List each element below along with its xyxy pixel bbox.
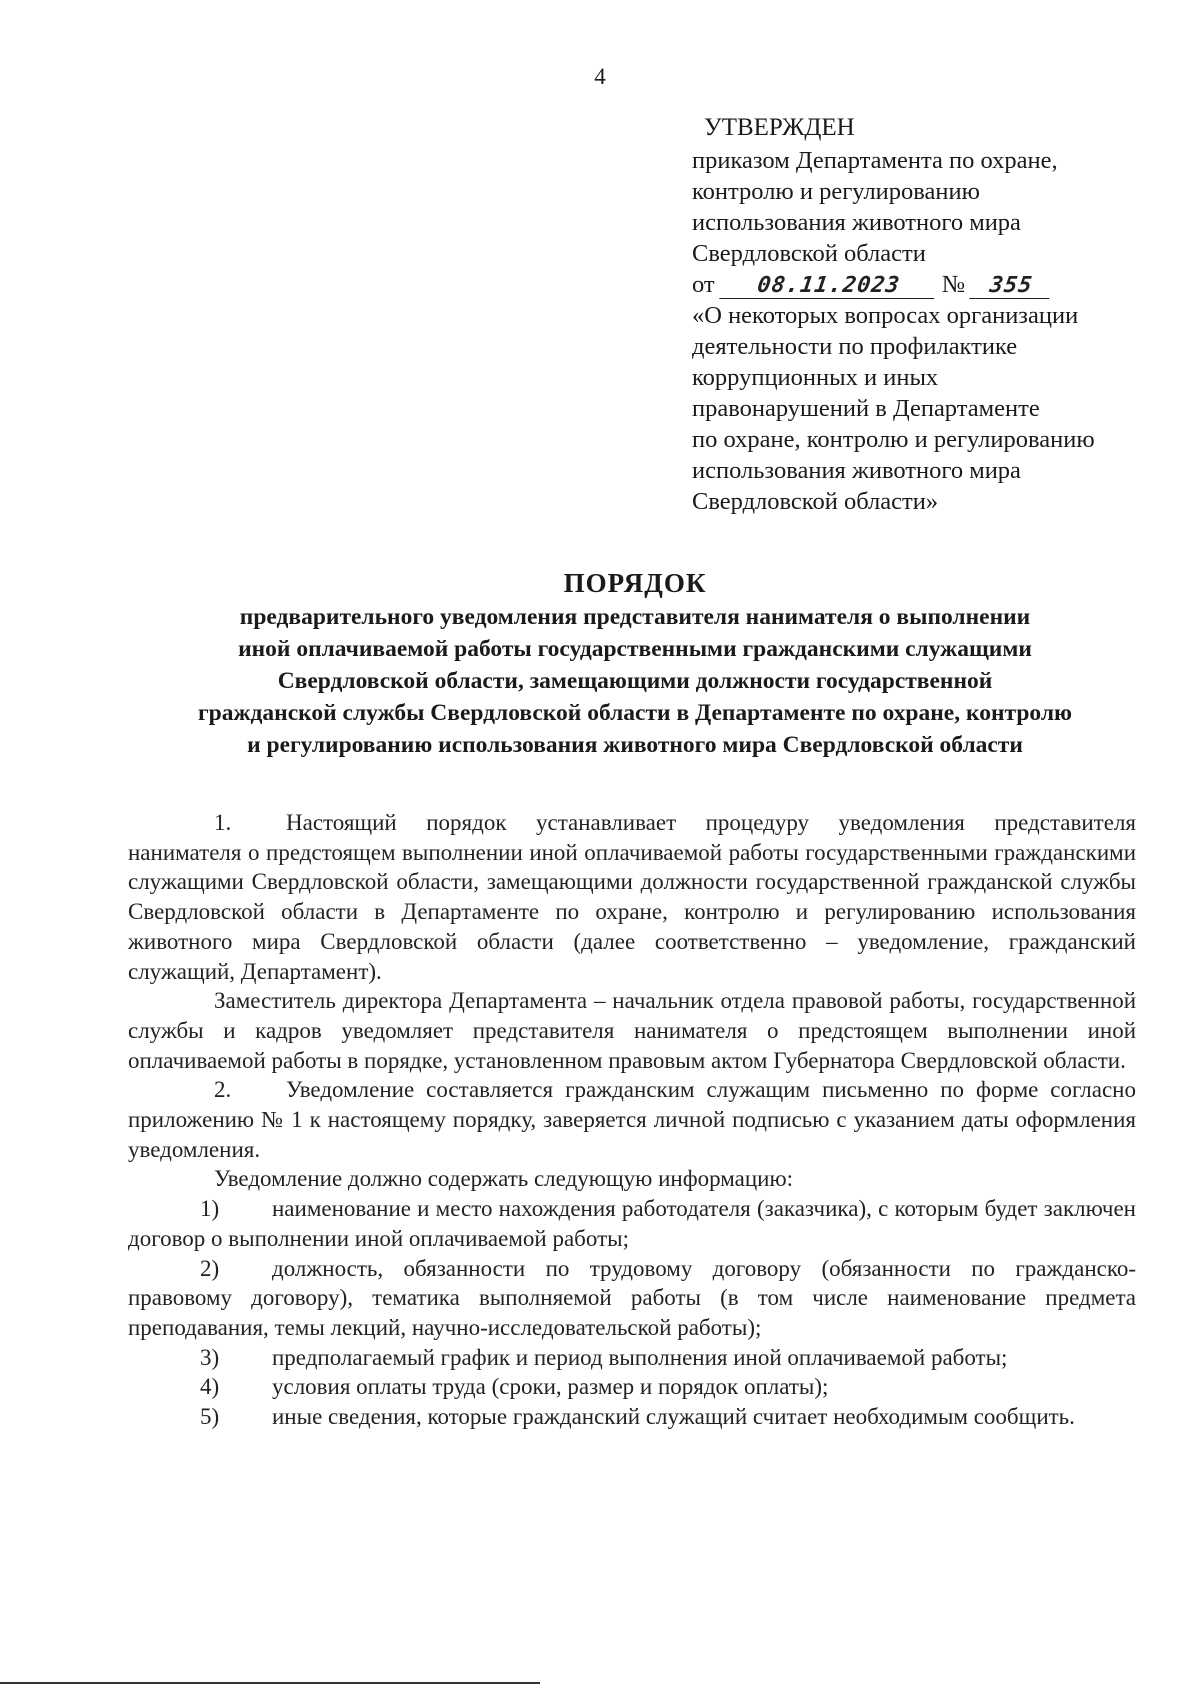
order-title-line: коррупционных и иных xyxy=(692,364,939,391)
list-item-text: условия оплаты труда (сроки, размер и порядок оплаты); xyxy=(272,1374,829,1400)
title-subtitle-line: Свердловской области, замещающими должности государственной xyxy=(277,668,993,694)
list-item-number: 1) xyxy=(200,1196,220,1222)
paragraph-number: 2. xyxy=(214,1077,232,1103)
handwritten-number: 355 xyxy=(970,274,1054,299)
approval-line: контролю и регулированию xyxy=(692,178,980,205)
paragraph-2b: Уведомление должно содержать следующую информацию: xyxy=(214,1166,794,1192)
paragraph-text: Настоящий порядок устанавливает процедуру уведомления представителя нанимателя о предстоящем выполнении иной оплачиваемой работы государственными гражданскими служащими Свердловской области, замещающими должности государственной гражданской службы Свердловской области в Департаменте по охране, контролю и регулированию использования животного мира Свердловской области (далее соответственно – уведомление, гражданский служащий, Департамент). xyxy=(128,810,1136,984)
approval-date-number-line xyxy=(692,269,1162,300)
title-subtitle-line: гражданской службы Свердловской области в Департаменте по охране, контролю xyxy=(198,700,1072,726)
approval-line: использования животного мира xyxy=(692,209,1021,236)
number-prefix: № xyxy=(941,271,966,298)
list-item-text: предполагаемый график и период выполнения иной оплачиваемой работы; xyxy=(272,1344,1008,1370)
list-item-number: 4) xyxy=(200,1374,220,1400)
approval-heading: УТВЕРЖДЕН xyxy=(704,114,855,141)
order-title-line: правонарушений в Департаменте xyxy=(692,395,1040,422)
title-subtitle-line: иной оплачиваемой работы государственными гражданскими служащими xyxy=(238,636,1032,662)
approval-line: Свердловской области xyxy=(692,240,926,267)
document-title xyxy=(130,565,1140,761)
date-prefix: от xyxy=(692,271,715,298)
list-item-number: 2) xyxy=(200,1255,220,1281)
list-item-text: наименование и место нахождения работодателя (заказчика), с которым будет заключен договор о выполнении иной оплачиваемой работы; xyxy=(128,1196,1136,1251)
handwritten-date: 08.11.2023 xyxy=(719,274,938,299)
order-title-line: Свердловской области» xyxy=(692,488,939,515)
list-item-number: 3) xyxy=(200,1344,220,1370)
order-title-line: использования животного мира xyxy=(692,457,1021,484)
title-heading: ПОРЯДОК xyxy=(563,568,707,598)
title-subtitle-line: предварительного уведомления представителя нанимателя о выполнении xyxy=(239,604,1031,630)
list-item xyxy=(128,1194,1136,1253)
paragraph-number: 1. xyxy=(214,810,232,835)
list-item-text: должность, обязанности по трудовому договору (обязанности по гражданско-правовому договору), тематика выполняемой работы (в том числе наименование предмета преподавания, темы лекций, научно-исследовательской работы); xyxy=(128,1255,1136,1340)
paragraph-1 xyxy=(128,808,1136,986)
page-number: 4 xyxy=(594,64,606,89)
approval-stamp xyxy=(692,112,1162,517)
list-item xyxy=(128,1402,1136,1432)
scan-edge-line xyxy=(0,1682,540,1684)
order-title-line: деятельности по профилактике xyxy=(692,333,1018,360)
title-subtitle-line: и регулированию использования животного мира Свердловской области xyxy=(247,732,1023,758)
list-item-text: иные сведения, которые гражданский служащий считает необходимым сообщить. xyxy=(272,1404,1075,1430)
order-title-line: по охране, контролю и регулированию xyxy=(692,426,1095,453)
paragraph-2 xyxy=(128,1075,1136,1164)
order-title-line: «О некоторых вопросах организации xyxy=(692,302,1079,329)
list-item-number: 5) xyxy=(200,1404,220,1430)
paragraph-text: Уведомление составляется гражданским служащим письменно по форме согласно приложению № 1 к настоящему порядку, заверяется личной подписью с указанием даты оформления уведомления. xyxy=(128,1077,1136,1162)
list-item xyxy=(128,1372,1136,1402)
list-item xyxy=(128,1343,1136,1373)
paragraph-1b: Заместитель директора Департамента – начальник отдела правовой работы, государственной службы и кадров уведомляет представителя нанимателя о предстоящем выполнении иной оплачиваемой работы в порядке, установленном правовым актом Губернатора Свердловской области. xyxy=(128,988,1136,1073)
approval-line: приказом Департамента по охране, xyxy=(692,147,1058,174)
list-item xyxy=(128,1254,1136,1343)
document-body xyxy=(128,808,1136,1432)
